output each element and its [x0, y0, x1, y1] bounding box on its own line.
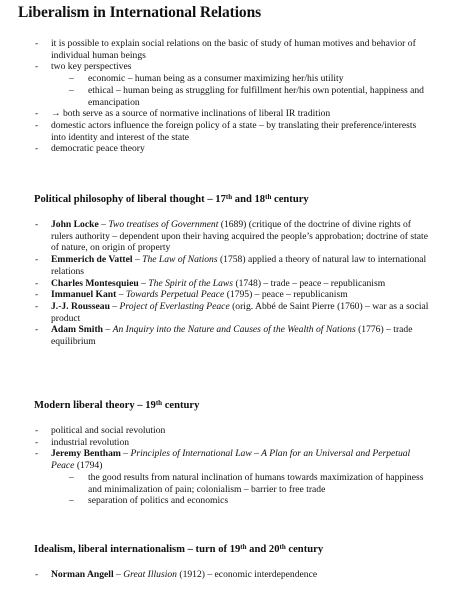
section4-list	[0, 569, 449, 581]
bullet-dash: -	[35, 425, 39, 436]
list-item: - → both serve as a source of normative inclinations of liberal IR tradition	[35, 108, 331, 120]
section4-heading: Idealism, liberal internationalism – turn of 19th and 20th century	[34, 543, 324, 555]
section3-list	[0, 425, 449, 507]
bullet-dash: -	[35, 143, 39, 155]
bullet-dash: –	[69, 73, 74, 85]
section1-list	[0, 38, 449, 155]
bullet-dash: -	[35, 569, 39, 580]
list-item: - Immanuel Kant – Towards Perpetual Peace (1795) – peace – republicanism	[35, 289, 348, 301]
page-title: Liberalism in International Relations	[18, 4, 262, 21]
bullet-dash: -	[35, 119, 39, 131]
list-item: - J.-J. Rousseau – Project of Everlasting Peace (orig. Abbé de Saint Pierre (1760) – war as a social product	[35, 300, 429, 324]
bullet-dash: -	[35, 448, 39, 460]
bullet-dash: -	[35, 254, 39, 266]
list-item: - democratic peace theory	[35, 143, 145, 155]
bullet-dash: -	[35, 108, 39, 120]
list-item: - political and social revolution	[35, 425, 166, 436]
section3-heading: Modern liberal theory – 19th century	[34, 399, 200, 411]
list-item: - Jeremy Bentham – Principles of International Law – A Plan for an Universal and Perpetual Peace (1794)	[35, 448, 411, 472]
list-item: - Norman Angell – Great Illusion (1912) – economic interdependence	[35, 569, 318, 580]
section2-heading: Political philosophy of liberal thought – 17th and 18th century	[34, 193, 309, 205]
list-item: - industrial revolution	[35, 436, 130, 448]
bullet-dash: -	[35, 436, 39, 448]
bullet-dash: -	[35, 324, 39, 336]
list-item: - Emmerich de Vattel – The Law of Nations (1758) applied a theory of natural law to international relations	[35, 254, 427, 277]
bullet-dash: –	[69, 471, 74, 483]
list-item: - John Locke – Two treatises of Government (1689) (critique of the doctrine of divine rights of rulers authority – dependent upon their having acquired the people’s approbation; doctrine of state of nature, on origin of property	[35, 219, 428, 254]
bullet-dash: –	[69, 495, 74, 507]
sub-list-item: – the good results from natural inclination of humans towards maximization of happiness and minimalization of pain; colonialism – barrier to free trade	[69, 471, 424, 495]
bullet-dash: -	[35, 289, 39, 301]
list-item: - domestic actors influence the foreign policy of a state – by translating their preference/interests into identity and interest of the state	[35, 119, 417, 143]
sub-list-item: – ethical – human being as struggling for fulfillment her/his own potential, happiness and emancipation	[69, 84, 424, 108]
bullet-dash: -	[35, 277, 39, 289]
bullet-dash: -	[35, 300, 39, 312]
sub-list-item: – economic – human being as a consumer maximizing her/his utility	[69, 73, 344, 85]
bullet-dash: -	[35, 38, 39, 49]
list-item: - Charles Montesquieu – The Spirit of the Laws (1748) – trade – peace – republicanism	[35, 277, 386, 289]
bullet-dash: -	[35, 219, 39, 230]
list-item: - two key perspectives	[35, 61, 132, 73]
list-item: - Adam Smith – An Inquiry into the Nature and Causes of the Wealth of Nations (1776) – trade equilibrium	[35, 324, 413, 348]
bullet-dash: –	[69, 84, 74, 96]
bullet-dash: -	[35, 61, 39, 73]
list-item: - it is possible to explain social relations on the basic of study of human motives and behavior of individual human beings	[35, 38, 416, 61]
section2-list	[0, 219, 449, 348]
sub-list-item: – separation of politics and economics	[69, 495, 229, 507]
